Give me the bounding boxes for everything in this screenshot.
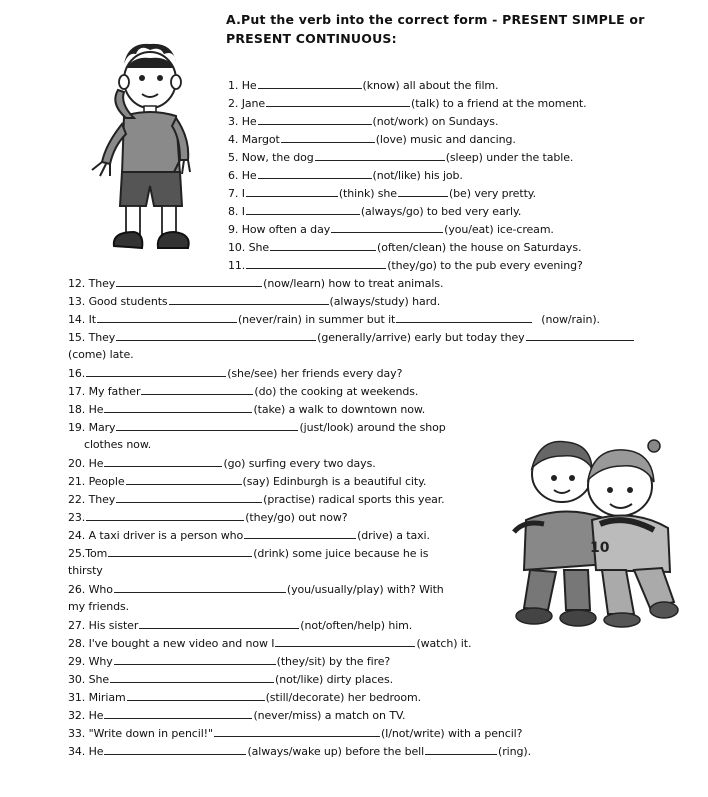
exercise-15-cont: (come) late. [68, 348, 134, 361]
answer-blank[interactable] [86, 366, 226, 377]
exercise-27: 27. His sister (not/often/help) him. [68, 619, 413, 632]
answer-blank[interactable] [315, 150, 445, 161]
answer-blank[interactable] [104, 402, 252, 413]
exercise-23: 23. (they/go) out now? [68, 511, 348, 524]
exercise-10: 10. She (often/clean) the house on Saturdays. [228, 241, 582, 254]
answer-blank[interactable] [214, 726, 380, 737]
exercise-18: 18. He (take) a walk to downtown now. [68, 403, 426, 416]
exercise-30: 30. She (not/like) dirty places. [68, 673, 393, 686]
answer-blank[interactable] [169, 294, 329, 305]
exercise-26-cont: my friends. [68, 600, 130, 613]
answer-blank[interactable] [114, 582, 286, 593]
exercise-19: 19. Mary (just/look) around the shop [68, 421, 446, 434]
exercise-26: 26. Who (you/usually/play) with? With [68, 583, 444, 596]
exercise-1: 1. He (know) all about the film. [228, 79, 499, 92]
answer-blank[interactable] [86, 510, 244, 521]
answer-blank[interactable] [110, 672, 274, 683]
exercise-4: 4. Margot (love) music and dancing. [228, 133, 516, 146]
exercise-21: 21. People (say) Edinburgh is a beautiful city. [68, 475, 427, 488]
boy-illustration-icon [84, 34, 212, 266]
exercise-17: 17. My father (do) the cooking at weekends. [68, 385, 419, 398]
answer-blank[interactable] [141, 384, 253, 395]
answer-blank[interactable] [116, 492, 262, 503]
answer-blank[interactable] [97, 312, 237, 323]
answer-blank[interactable] [104, 456, 222, 467]
answer-blank[interactable] [108, 546, 252, 557]
answer-blank[interactable] [116, 420, 298, 431]
exercise-2: 2. Jane (talk) to a friend at the moment. [228, 97, 587, 110]
exercise-32: 32. He (never/miss) a match on TV. [68, 709, 406, 722]
exercise-12: 12. They (now/learn) how to treat animals. [68, 277, 444, 290]
answer-blank[interactable] [331, 222, 443, 233]
answer-blank[interactable] [116, 330, 316, 341]
exercise-25: 25.Tom (drink) some juice because he is [68, 547, 429, 560]
answer-blank[interactable] [281, 132, 375, 143]
answer-blank[interactable] [246, 258, 386, 269]
exercise-25-cont: thirsty [68, 564, 103, 577]
svg-text:10: 10 [590, 540, 610, 556]
answer-blank[interactable] [244, 528, 356, 539]
answer-blank[interactable] [270, 240, 376, 251]
exercise-7: 7. I (think) she (be) very pretty. [228, 187, 537, 200]
title-line-2: PRESENT CONTINUOUS: [226, 31, 397, 46]
answer-blank[interactable] [127, 690, 265, 701]
exercise-24: 24. A taxi driver is a person who (drive) a taxi. [68, 529, 430, 542]
exercise-3: 3. He (not/work) on Sundays. [228, 115, 499, 128]
exercise-8: 8. I (always/go) to bed very early. [228, 205, 522, 218]
exercise-16: 16. (she/see) her friends every day? [68, 367, 403, 380]
answer-blank[interactable] [258, 78, 362, 89]
answer-blank[interactable] [425, 744, 497, 755]
worksheet-title [226, 10, 702, 48]
answer-blank[interactable] [396, 312, 532, 323]
answer-blank[interactable] [246, 186, 338, 197]
answer-blank[interactable] [266, 96, 410, 107]
answer-blank[interactable] [398, 186, 448, 197]
answer-blank[interactable] [258, 168, 372, 179]
answer-blank[interactable] [126, 474, 242, 485]
exercise-22: 22. They (practise) radical sports this year. [68, 493, 445, 506]
answer-blank[interactable] [526, 330, 634, 341]
exercise-29: 29. Why (they/sit) by the fire? [68, 655, 391, 668]
exercise-6: 6. He (not/like) his job. [228, 169, 463, 182]
exercise-19-cont: clothes now. [84, 438, 152, 451]
answer-blank[interactable] [114, 654, 276, 665]
answer-blank[interactable] [139, 618, 299, 629]
exercise-5: 5. Now, the dog (sleep) under the table. [228, 151, 574, 164]
exercise-31: 31. Miriam (still/decorate) her bedroom. [68, 691, 421, 704]
exercise-9: 9. How often a day (you/eat) ice-cream. [228, 223, 554, 236]
answer-blank[interactable] [258, 114, 372, 125]
exercise-20: 20. He (go) surfing every two days. [68, 457, 376, 470]
answer-blank[interactable] [275, 636, 415, 647]
exercise-34: 34. He (always/wake up) before the bell (ring). [68, 745, 531, 758]
answer-blank[interactable] [116, 276, 262, 287]
answer-blank[interactable] [104, 744, 246, 755]
answer-blank[interactable] [104, 708, 252, 719]
exercise-15: 15. They (generally/arrive) early but today they [68, 330, 635, 345]
exercise-14: 14. It (never/rain) in summer but it (now/rain). [68, 313, 600, 326]
exercise-28: 28. I've bought a new video and now I (watch) it. [68, 637, 472, 650]
title-line-1: A.Put the verb into the correct form - PRESENT SIMPLE or [226, 12, 645, 27]
exercise-11: 11. (they/go) to the pub every evening? [228, 259, 583, 272]
answer-blank[interactable] [246, 204, 360, 215]
hugging-kids-illustration-icon [504, 424, 680, 628]
exercise-13: 13. Good students (always/study) hard. [68, 295, 441, 308]
exercise-33: 33. "Write down in pencil!" (I/not/write) with a pencil? [68, 727, 523, 740]
